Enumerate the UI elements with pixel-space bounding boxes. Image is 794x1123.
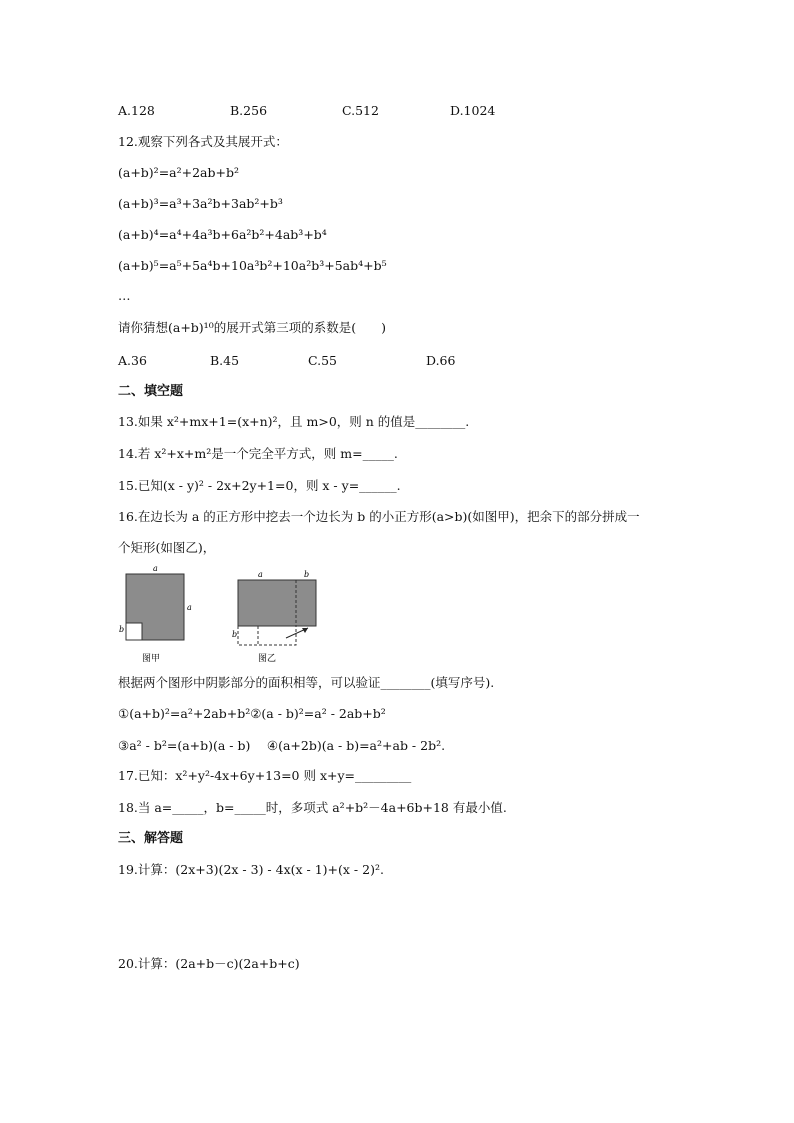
section-title-fill-in: 二、填空题 — [118, 384, 184, 399]
question-16-line3: 根据两个图形中阴影部分的面积相等，可以验证________(填写序号). — [118, 675, 495, 690]
label-a-right: a — [187, 603, 192, 612]
question-16-line2: 个矩形(如图乙)， — [118, 540, 216, 555]
q16-figure — [118, 566, 338, 668]
label-a-top-right: a — [258, 570, 263, 579]
q11-option-d: D.1024 — [450, 103, 496, 118]
question-18: 18.当 a=_____，b=_____时，多项式 a²+b²－4a+6b+18 有最小值. — [118, 800, 507, 815]
moved-piece-outline — [238, 626, 296, 645]
q11-option-b: B.256 — [230, 103, 268, 118]
question-20: 20.计算：(2a+b－c)(2a+b+c) — [118, 956, 300, 971]
question-16-choices-3-4: ③a² - b²=(a+b)(a - b) ④(a+2b)(a - b)=a²+ab - 2b². — [118, 738, 446, 753]
question-15: 15.已知(x - y)² - 2x+2y+1=0，则 x - y=______. — [118, 478, 401, 493]
q12-stem: 12.观察下列各式及其展开式： — [118, 134, 288, 149]
question-17: 17.已知：x²+y²-4x+6y+13=0 则 x+y=_________ — [118, 768, 412, 783]
q12-option-b: B.45 — [210, 353, 240, 368]
q12-question: 请你猜想(a+b)¹⁰的展开式第三项的系数是( ) — [118, 320, 386, 335]
question-16-line1: 16.在边长为 a 的正方形中挖去一个边长为 b 的小正方形(a>b)(如图甲)，把余下的部分拼成一 — [118, 509, 640, 524]
q12-expansion-line: (a+b)³=a³+3a²b+3ab²+b³ — [118, 196, 283, 211]
q16-figure-svg — [118, 566, 338, 668]
label-a-top: a — [153, 566, 158, 573]
question-14: 14.若 x²+x+m²是一个完全平方式，则 m=_____. — [118, 446, 398, 461]
label-b-top-right: b — [304, 570, 310, 579]
q12-option-a: A.36 — [118, 353, 147, 368]
label-b-lower: b — [232, 630, 238, 639]
q12-expansion-line: (a+b)⁵=a⁵+5a⁴b+10a³b²+10a²b³+5ab⁴+b⁵ — [118, 258, 387, 273]
q12-expansion-line: (a+b)⁴=a⁴+4a³b+6a²b²+4ab³+b⁴ — [118, 227, 327, 242]
section-title-solve: 三、解答题 — [118, 831, 184, 846]
q12-option-c: C.55 — [308, 353, 337, 368]
q11-option-a: A.128 — [118, 103, 155, 118]
label-b-left: b — [119, 625, 125, 634]
caption-fig-jia: 图甲 — [142, 654, 161, 664]
question-16-choices-1-2: ①(a+b)²=a²+2ab+b²②(a - b)²=a² - 2ab+b² — [118, 706, 386, 721]
rectangle-shaded — [238, 580, 316, 626]
question-13: 13.如果 x²+mx+1=(x+n)²，且 m>0，则 n 的值是________. — [118, 414, 470, 429]
q12-option-d: D.66 — [426, 353, 456, 368]
q11-option-c: C.512 — [342, 103, 379, 118]
question-19: 19.计算：(2x+3)(2x - 3) - 4x(x - 1)+(x - 2)². — [118, 862, 384, 877]
small-square-removed — [126, 623, 142, 640]
q12-ellipsis: … — [118, 288, 131, 303]
caption-fig-yi: 图乙 — [258, 654, 277, 664]
q12-expansion-line: (a+b)²=a²+2ab+b² — [118, 165, 239, 180]
